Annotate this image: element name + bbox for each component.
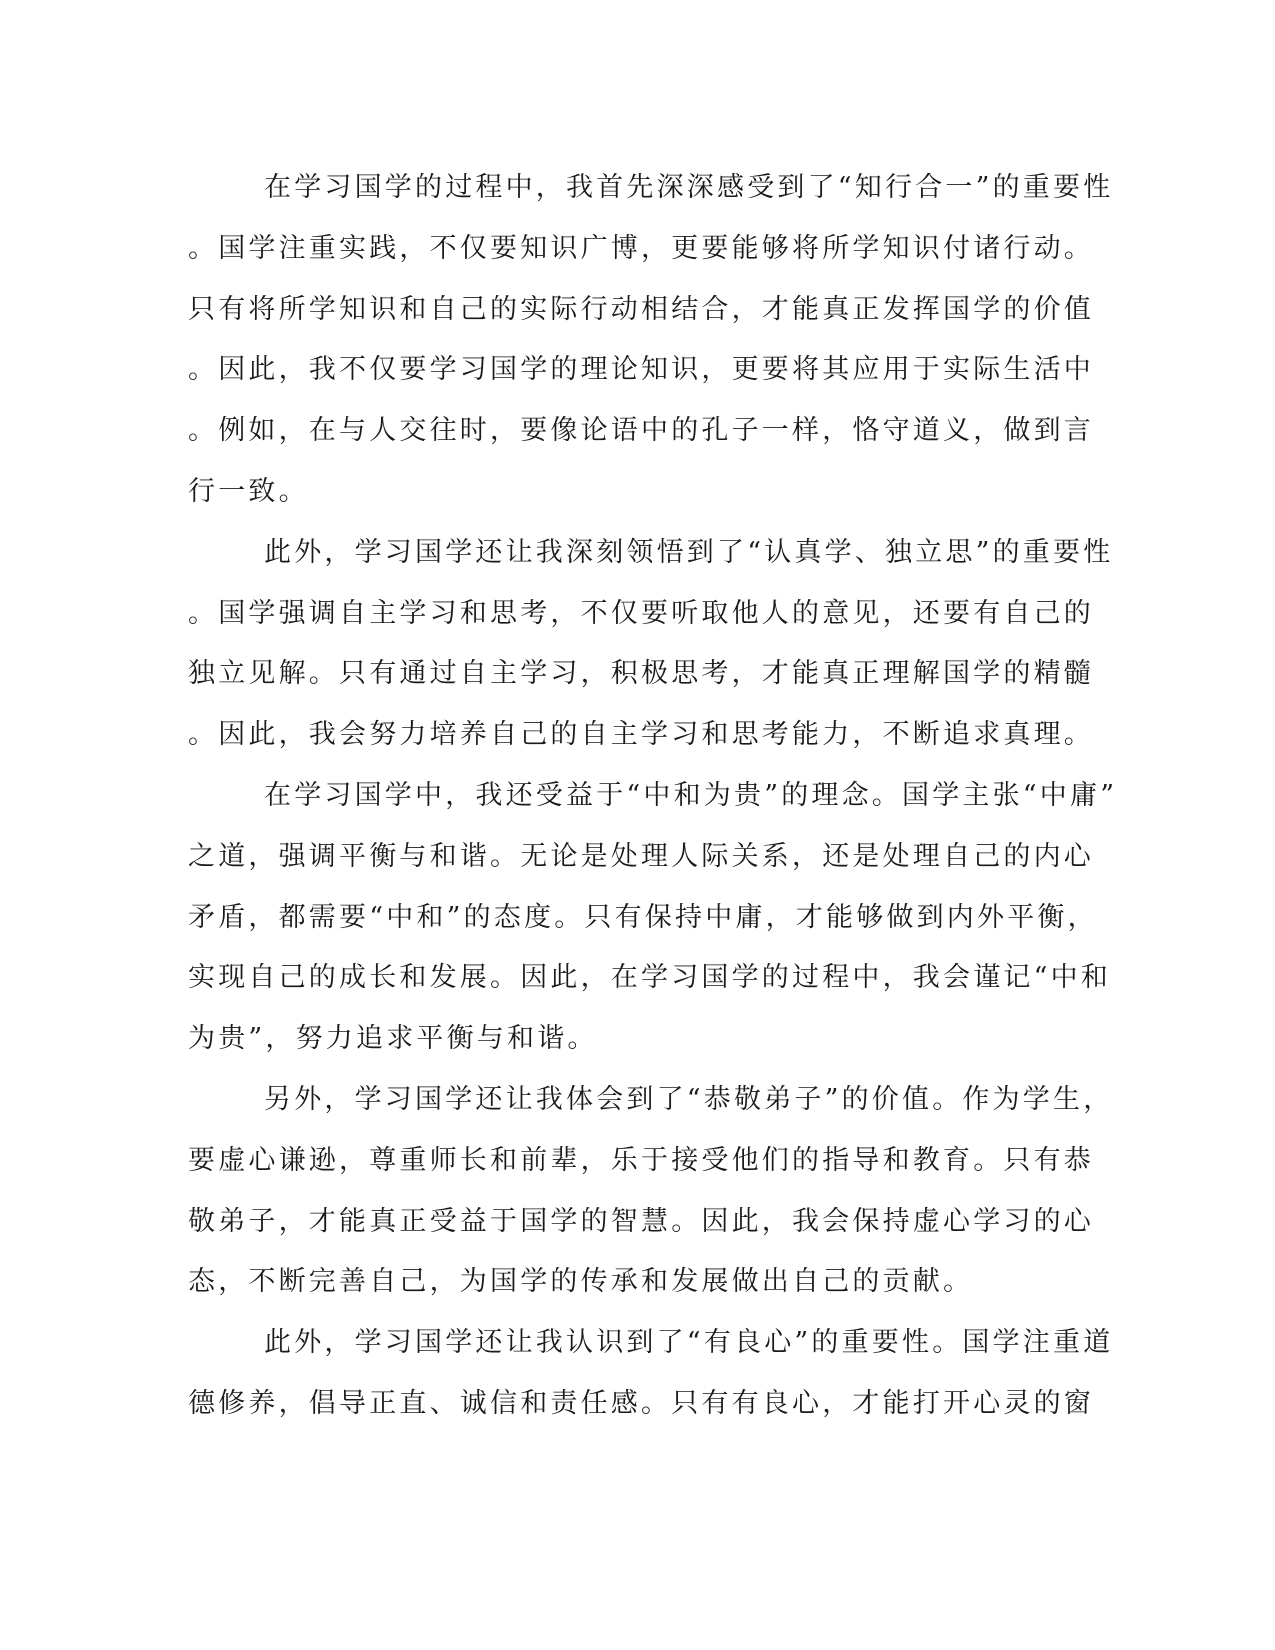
text-line: 德修养，倡导正直、诚信和责任感。只有有良心，才能打开心灵的窗 [188,1387,1094,1419]
text-line: 只有将所学知识和自己的实际行动相结合，才能真正发挥国学的价值 [188,293,1094,325]
text-line: 之道，强调平衡与和谐。无论是处理人际关系，还是处理自己的内心 [188,840,1094,872]
text-line: 。因此，我不仅要学习国学的理论知识，更要将其应用于实际生活中 [188,354,1094,386]
text-line: 要虚心谦逊，尊重师长和前辈，乐于接受他们的指导和教育。只有恭 [188,1144,1094,1176]
text-line: 。国学强调自主学习和思考，不仅要听取他人的意见，还要有自己的 [188,597,1094,629]
text-line: 另外，学习国学还让我体会到了“恭敬弟子”的价值。作为学生， [264,1083,1114,1115]
text-line: 。因此，我会努力培养自己的自主学习和思考能力，不断追求真理。 [188,719,1094,751]
text-line: 在学习国学的过程中，我首先深深感受到了“知行合一”的重要性 [264,172,1114,203]
document-body [188,158,1118,1435]
text-line: 行一致。 [188,475,309,507]
text-line: 此外，学习国学还让我认识到了“有良心”的重要性。国学注重道 [264,1327,1114,1359]
text-line: 实现自己的成长和发展。因此，在学习国学的过程中，我会谨记“中和 [188,962,1112,994]
text-line: 。例如，在与人交往时，要像论语中的孔子一样，恪守道义，做到言 [188,415,1094,447]
text-line: 为贵”，努力追求平衡与和谐。 [188,1023,598,1055]
text-line: 态，不断完善自己，为国学的传承和发展做出自己的贡献。 [188,1266,974,1298]
text-line: 。国学注重实践，不仅要知识广博，更要能够将所学知识付诸行动。 [188,232,1094,264]
text-line: 矛盾，都需要“中和”的态度。只有保持中庸，才能够做到内外平衡， [188,901,1098,933]
text-line: 敬弟子，才能真正受益于国学的智慧。因此，我会保持虚心学习的心 [188,1205,1094,1237]
text-line: 独立见解。只有通过自主学习，积极思考，才能真正理解国学的精髓 [188,658,1094,690]
text-line: 在学习国学中，我还受益于“中和为贵”的理念。国学主张“中庸” [264,779,1118,811]
text-line: 此外，学习国学还让我深刻领悟到了“认真学、独立思”的重要性 [264,536,1114,568]
